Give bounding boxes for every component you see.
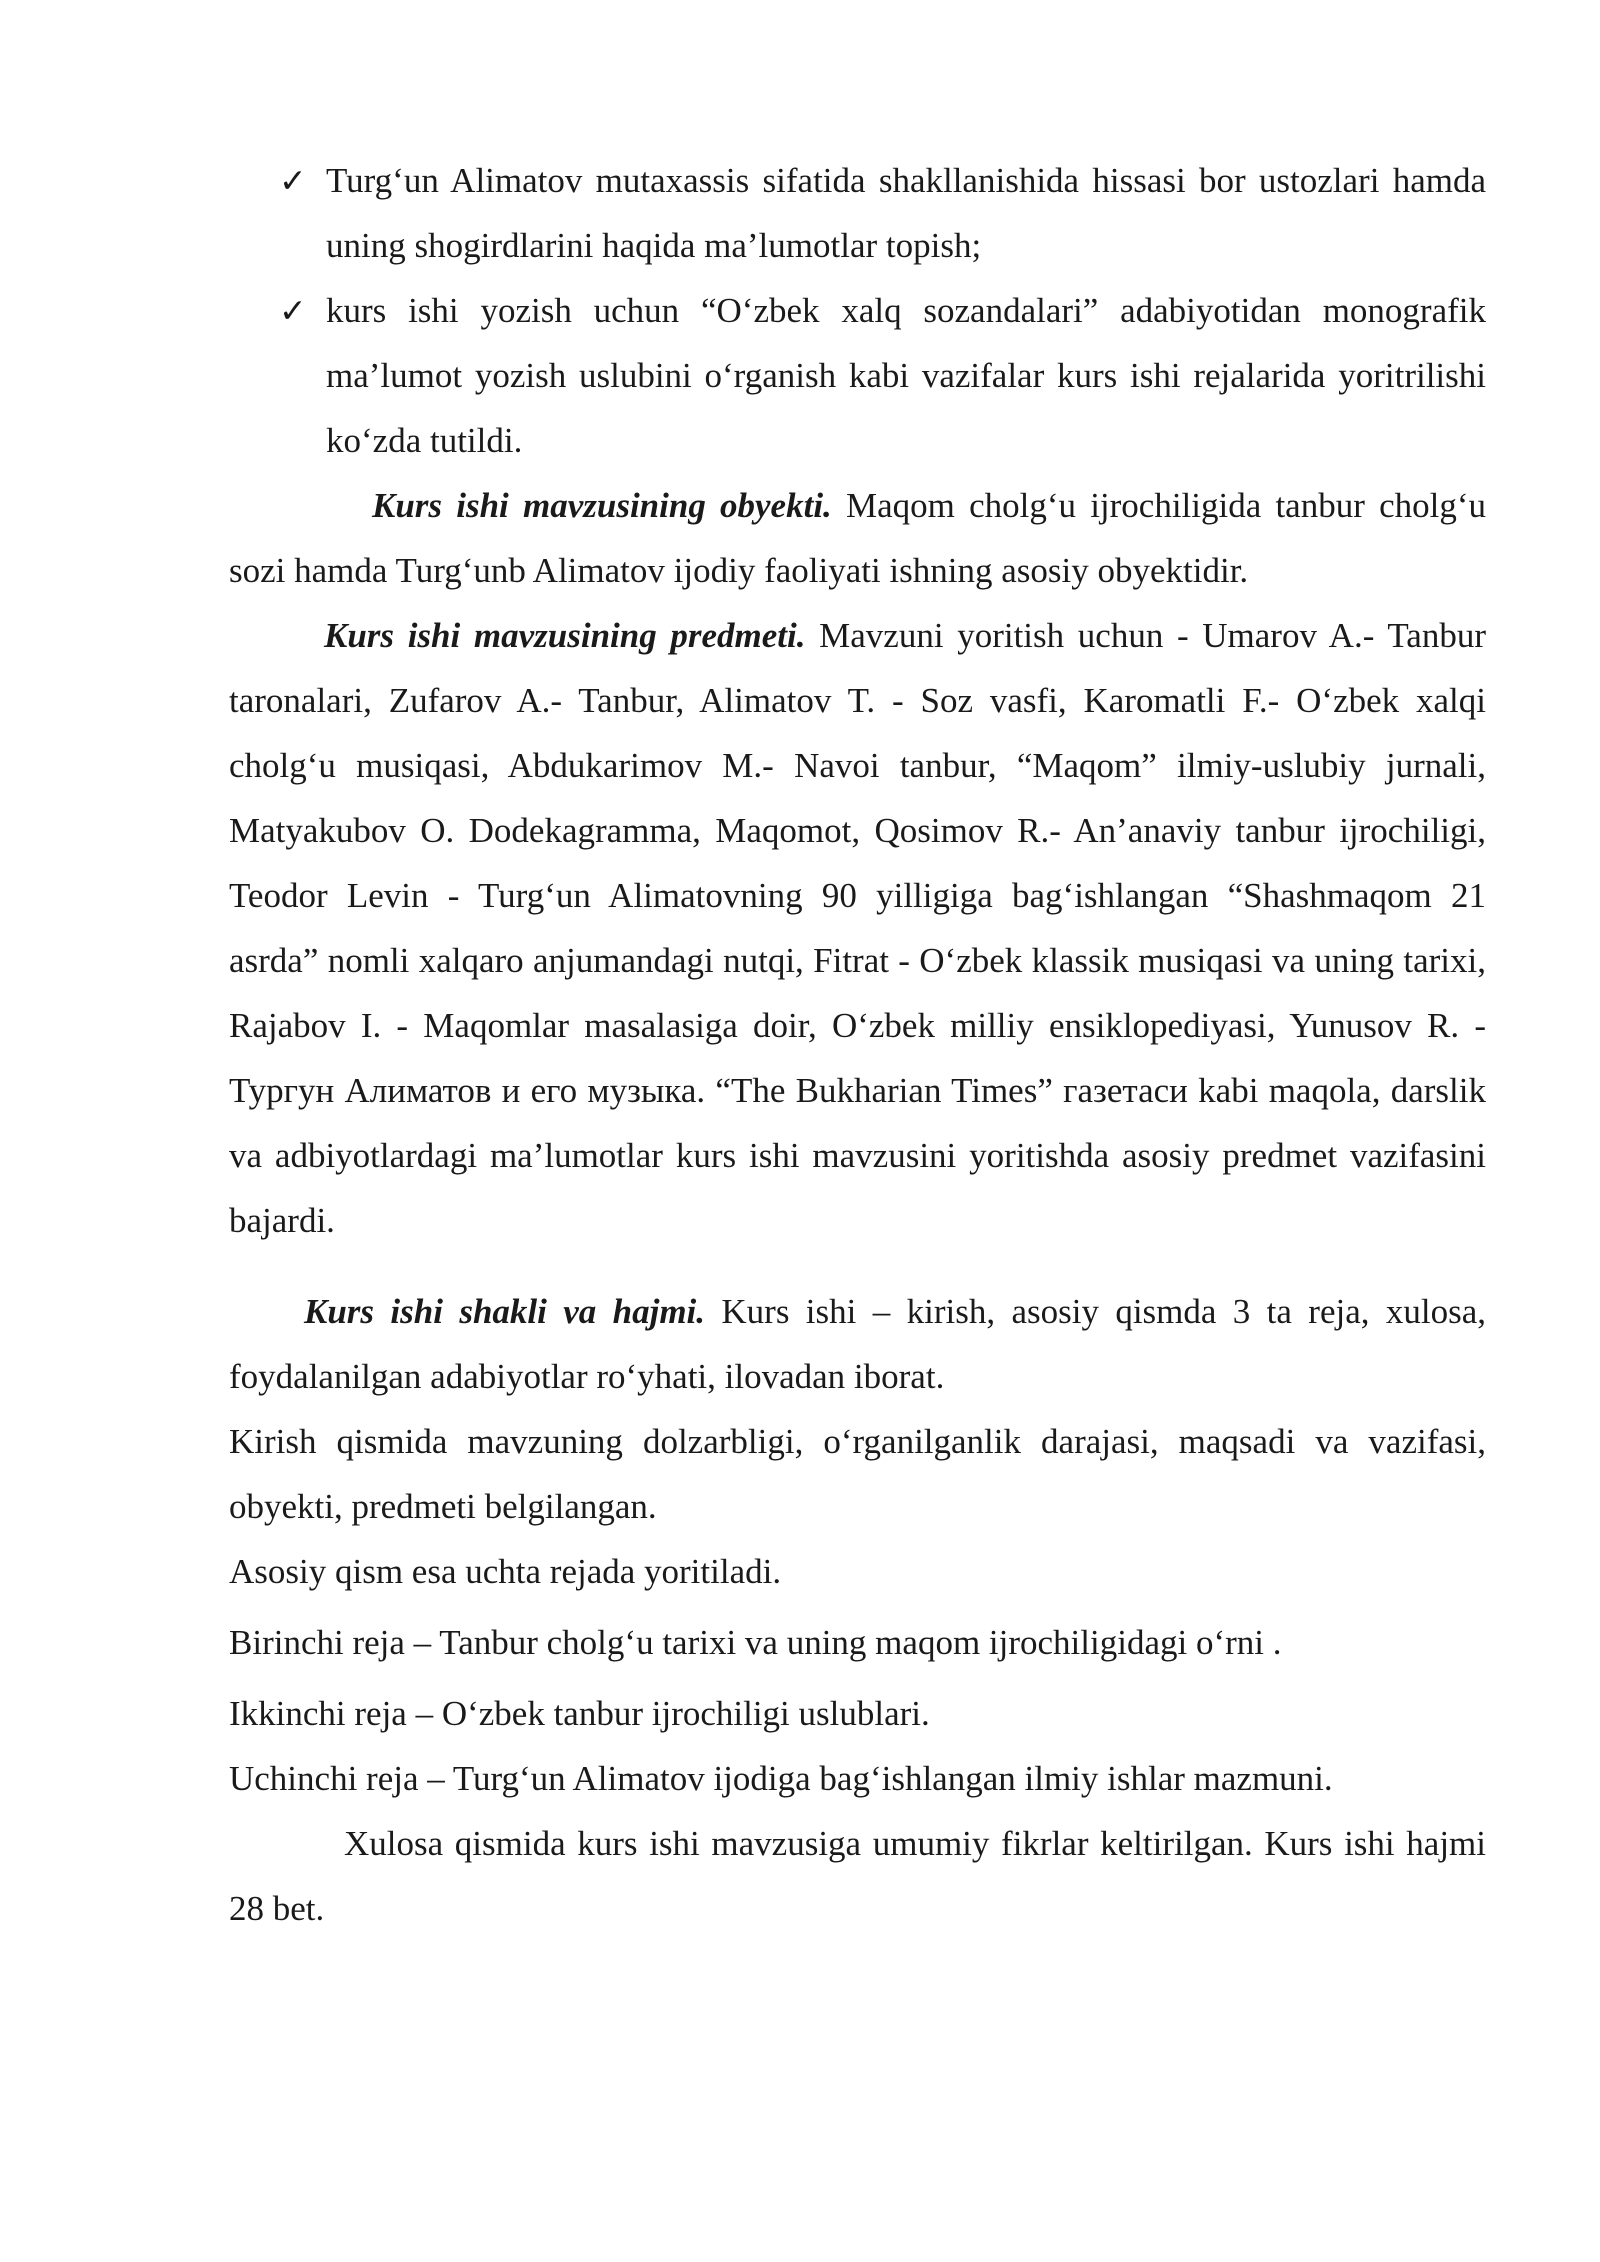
check-mark-icon: ✓	[279, 161, 307, 200]
bullet-item	[229, 278, 1486, 473]
paragraph-reja-2: Ikkinchi reja – O‘zbek tanbur ijrochiligi uslublari.	[229, 1694, 930, 1733]
paragraph-lead: Kurs ishi mavzusining obyekti.	[372, 486, 832, 525]
paragraph-shakl	[229, 1279, 1486, 1409]
bullet-item	[229, 148, 1486, 278]
document-body	[229, 148, 1486, 1941]
paragraph-text: Kurs ishi – kirish, asosiy qismda 3 ta reja, xulosa, foydalanilgan adabiyotlar ro‘yhati, ilovadan iborat.	[229, 1292, 1486, 1396]
paragraph-lead: Kurs ishi mavzusining predmeti.	[324, 616, 806, 655]
check-mark-icon: ✓	[279, 291, 307, 330]
paragraph-reja-3: Uchinchi reja – Turg‘un Alimatov ijodiga bag‘ishlangan ilmiy ishlar mazmuni.	[229, 1759, 1333, 1798]
paragraph-text: Mavzuni yoritish uchun - Umarov A.- Tanbur taronalari, Zufarov A.- Tanbur, Alimatov T. - Soz vasfi, Karomatli F.- O‘zbek xalqi cholg‘u musiqasi, Abdukarimov M.- Navoi tanbur, “Maqom” ilmiy-uslubiy jurnali, Matyakubov O. Dodekagramma, Maqomot, Qosimov R.- An’anaviy tanbur ijrochiligi, Teodor Levin - Turg‘un Alimatovning 90 yilligiga bag‘ishlangan “Shashmaqom 21 asrda” nomli xalqaro anjumandagi nutqi, Fitrat - O‘zbek klassik musiqasi va uning tarixi, Rajabov I. - Maqomlar masalasiga doir, O‘zbek milliy ensiklopediyasi, Yunusov R. - Тургун Алиматов и его музыка. “The Bukharian Times” газетаси kabi maqola, darslik va adbiyotlardagi ma’lumotlar kurs ishi mavzusini yoritishda asosiy predmet vazifasini bajardi.	[229, 616, 1486, 1240]
paragraph-reja-1: Birinchi reja – Tanbur cholg‘u tarixi va uning maqom ijrochiligidagi o‘rni .	[229, 1623, 1282, 1662]
paragraph-obyekt	[229, 473, 1486, 603]
paragraph-kirish: Kirish qismida mavzuning dolzarbligi, o‘rganilganlik darajasi, maqsadi va vazifasi, obyekti, predmeti belgilangan.	[229, 1422, 1486, 1526]
paragraph-asosiy: Asosiy qism esa uchta rejada yoritiladi.	[229, 1552, 782, 1591]
paragraph-lead: Kurs ishi shakli va hajmi.	[304, 1292, 706, 1331]
paragraph-text: Maqom cholg‘u ijrochiligida tanbur cholg‘u sozi hamda Turg‘unb Alimatov ijodiy faoliyati ishning asosiy obyektidir.	[229, 486, 1486, 590]
paragraph-xulosa: Xulosa qismida kurs ishi mavzusiga umumiy fikrlar keltirilgan. Kurs ishi hajmi 28 bet.	[229, 1824, 1486, 1928]
bullet-text: Turg‘un Alimatov mutaxassis sifatida shakllanishida hissasi bor ustozlari hamda uning shogirdlarini haqida ma’lumotlar topish;	[326, 161, 1486, 265]
bullet-text: kurs ishi yozish uchun “O‘zbek xalq sozandalari” adabiyotidan monografik ma’lumot yozish uslubini o‘rganish kabi vazifalar kurs ishi rejalarida yoritrilishi ko‘zda tutildi.	[326, 291, 1486, 460]
paragraph-predmet	[229, 603, 1486, 1253]
